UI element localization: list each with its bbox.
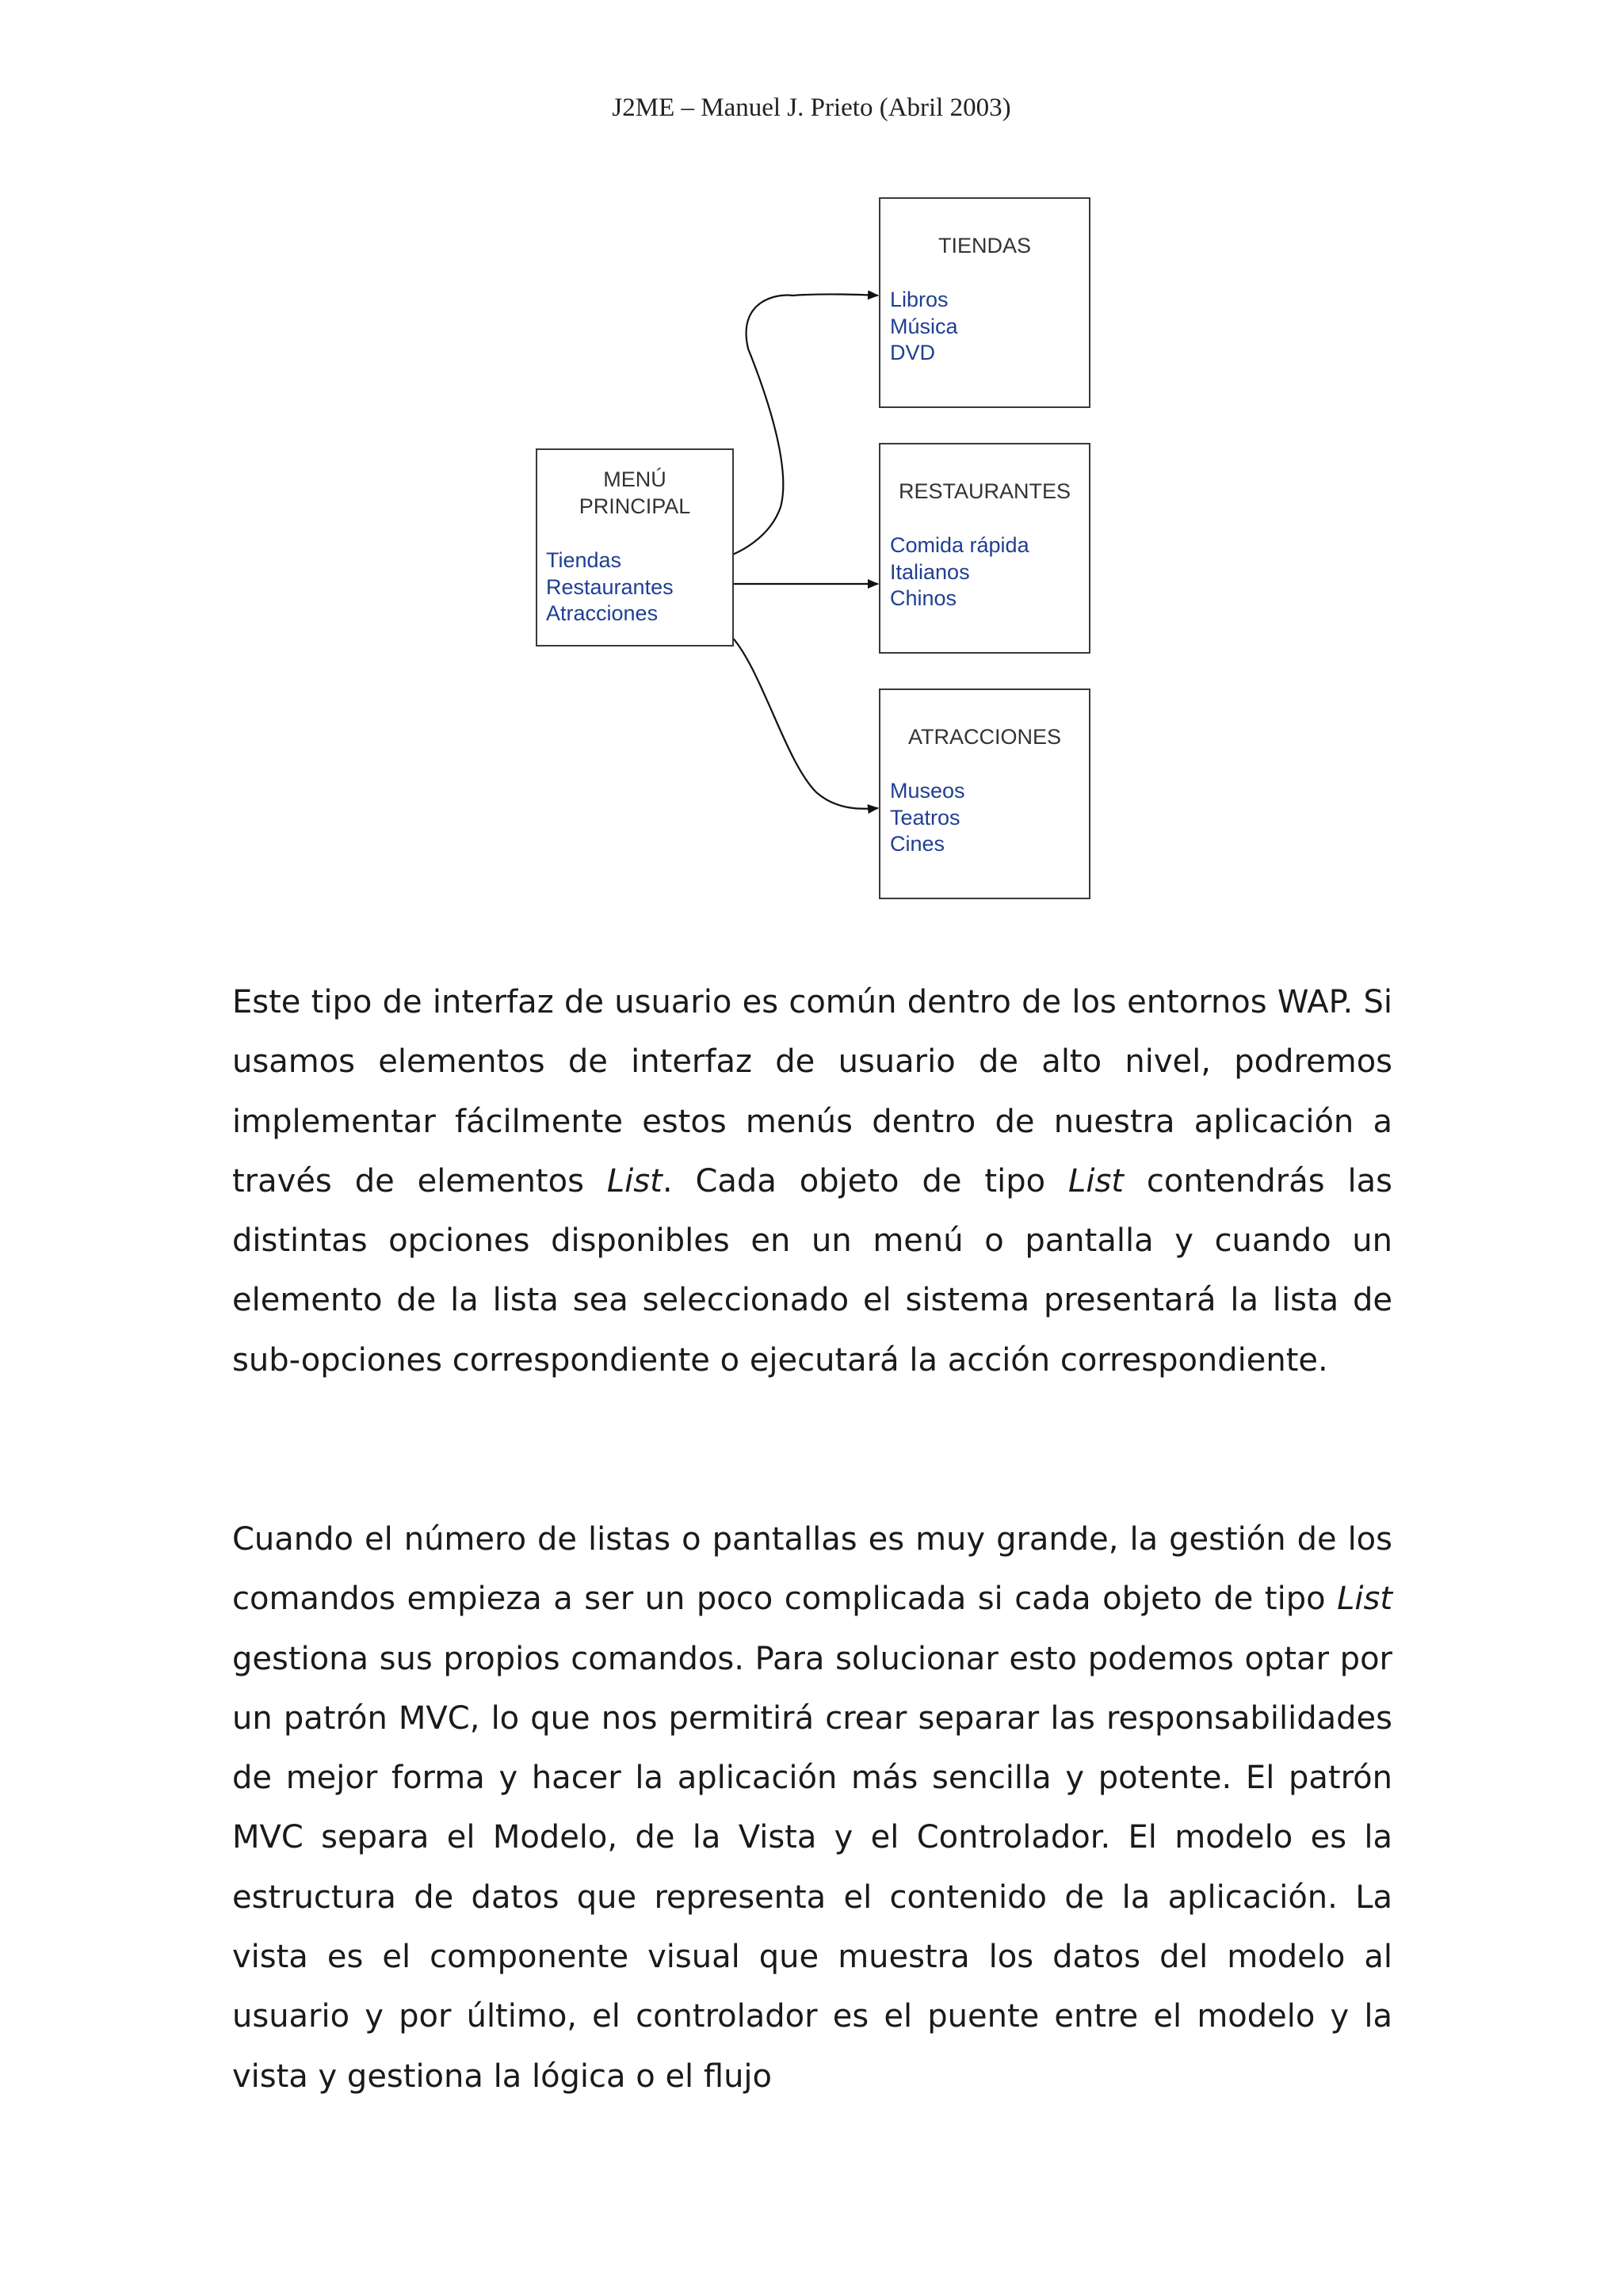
restaurantes-box: [879, 443, 1090, 654]
paragraph-text: . Cada objeto de tipo: [662, 1162, 1069, 1199]
atracciones-item: Cines: [890, 832, 945, 856]
tiendas-item: Música: [890, 315, 958, 338]
restaurantes-item: Comida rápida: [890, 533, 1029, 557]
main-menu-title-line1: MENÚ: [603, 467, 666, 491]
atracciones-item: Museos: [890, 779, 965, 803]
main-menu-item-tiendas: Tiendas: [546, 548, 622, 572]
body-paragraph-1: [232, 973, 1392, 1390]
page-header: J2ME – Manuel J. Prieto (Abril 2003): [612, 93, 1011, 122]
main-menu-item-restaurantes: Restaurantes: [546, 575, 674, 599]
atracciones-box: [879, 688, 1090, 899]
main-menu-title-line2: PRINCIPAL: [579, 494, 691, 518]
code-term-list: List: [1068, 1162, 1124, 1199]
paragraph-text: Cuando el número de listas o pantallas es muy grande, la gestión de los comandos empieza a ser un poco complicada si cada objeto de tipo: [232, 1521, 1392, 1618]
diagram-connectors: [0, 0, 1623, 935]
code-term-list: List: [1337, 1581, 1392, 1618]
restaurantes-item: Chinos: [890, 586, 957, 610]
tiendas-title: TIENDAS: [938, 234, 1032, 257]
main-menu-box: [536, 448, 734, 646]
restaurantes-item: Italianos: [890, 560, 970, 584]
menu-diagram: [0, 0, 1623, 935]
atracciones-title: ATRACCIONES: [907, 725, 1062, 749]
tiendas-item: Libros: [890, 288, 949, 311]
atracciones-item: Teatros: [890, 806, 960, 830]
body-paragraph-2: [232, 1510, 1392, 2107]
paragraph-text: Este tipo de interfaz de usuario es común dentro de los entornos WAP. Si usamos elementos de interfaz de usuario de alto nivel, podremos implementar fácilmente estos menús dentro de nuestra aplicación a través de elementos: [232, 984, 1392, 1199]
code-term-list: List: [606, 1162, 663, 1199]
paragraph-text: gestiona sus propios comandos. Para solucionar esto podemos optar por un patrón MVC, lo que nos permitirá crear separar las responsabilidades de mejor forma y hacer la aplicación más sencilla y potente. El patrón MVC separa el Modelo, de la Vista y el Controlador. El modelo es la estructura de datos que representa el contenido de la aplicación. La vista es el componente visual que muestra los datos del modelo al usuario y por último, el controlador es el puente entre el modelo y la vista y gestiona la lógica o el flujo: [232, 1640, 1392, 2095]
arrow-atracciones: [672, 620, 878, 809]
tiendas-item: DVD: [890, 341, 936, 364]
tiendas-box: [879, 197, 1090, 408]
main-menu-item-atracciones: Atracciones: [546, 601, 659, 625]
paragraph-text: contendrás las distintas opciones disponibles en un menú o pantalla y cuando un elemento de la lista sea seleccionado el sistema presentará la lista de sub-opciones correspondiente o ejecutará la acción correspondiente.: [232, 1162, 1392, 1379]
restaurantes-title: RESTAURANTES: [898, 479, 1071, 503]
